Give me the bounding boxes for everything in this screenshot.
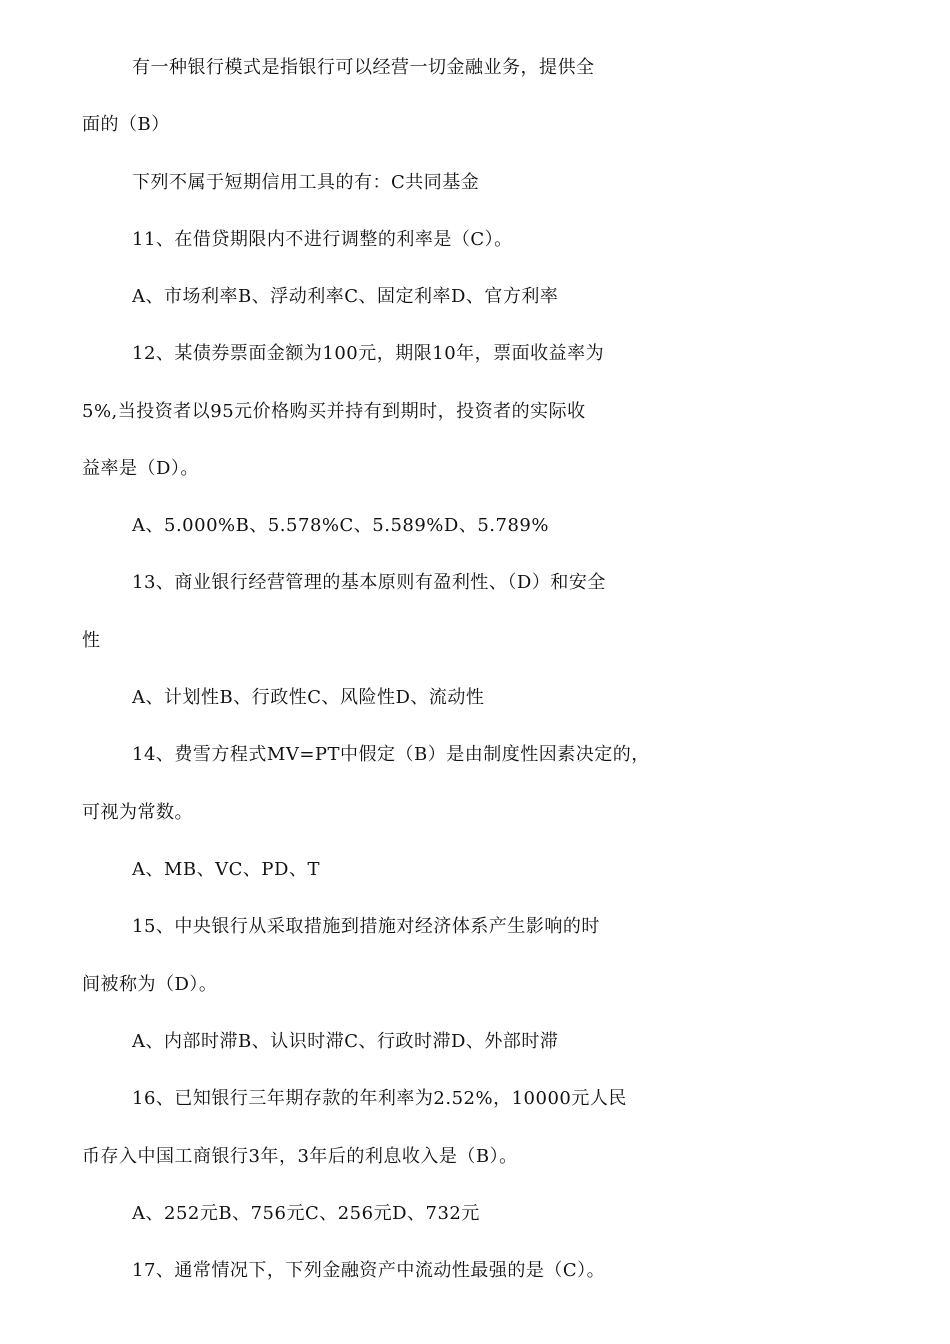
question-line: 16、已知银行三年期存款的年利率为2.52%，10000元人民 (132, 1088, 627, 1109)
options-line: A、市场利率B、浮动利率C、固定利率D、官方利率 (132, 286, 559, 307)
options-line: A、计划性B、行政性C、风险性D、流动性 (132, 687, 485, 708)
question-line: 间被称为（D）。 (82, 974, 218, 995)
question-line: 12、某债券票面金额为100元，期限10年，票面收益率为 (132, 343, 605, 364)
question-line: 币存入中国工商银行3年，3年后的利息收入是（B）。 (82, 1146, 518, 1167)
question-line: 15、中央银行从采取措施到措施对经济体系产生影响的时 (132, 916, 600, 937)
options-line: A、252元B、756元C、256元D、732元 (132, 1203, 480, 1224)
options-line: A、内部时滞B、认识时滞C、行政时滞D、外部时滞 (132, 1031, 559, 1052)
question-line: 17、通常情况下，下列金融资产中流动性最强的是（C）。 (132, 1260, 606, 1281)
question-line: 14、费雪方程式MV=PT中假定（B）是由制度性因素决定的， (132, 744, 650, 765)
paragraph-line: 下列不属于短期信用工具的有：C共同基金 (132, 172, 480, 193)
question-line: 益率是（D）。 (82, 458, 199, 479)
paragraph-line: 面的（B） (82, 114, 170, 135)
question-line: 5%,当投资者以95元价格购买并持有到期时，投资者的实际收 (82, 401, 586, 422)
question-line: 13、商业银行经营管理的基本原则有盈利性、（D）和安全 (132, 572, 606, 593)
question-line: 可视为常数。 (82, 802, 193, 823)
options-line: A、MB、VC、PD、T (132, 859, 320, 880)
options-line: A、5.000%B、5.578%C、5.589%D、5.789% (132, 515, 549, 536)
question-line: 性 (82, 630, 101, 651)
paragraph-line: 有一种银行模式是指银行可以经营一切金融业务，提供全 (132, 57, 595, 78)
question-line: 11、在借贷期限内不进行调整的利率是（C）。 (132, 229, 513, 250)
